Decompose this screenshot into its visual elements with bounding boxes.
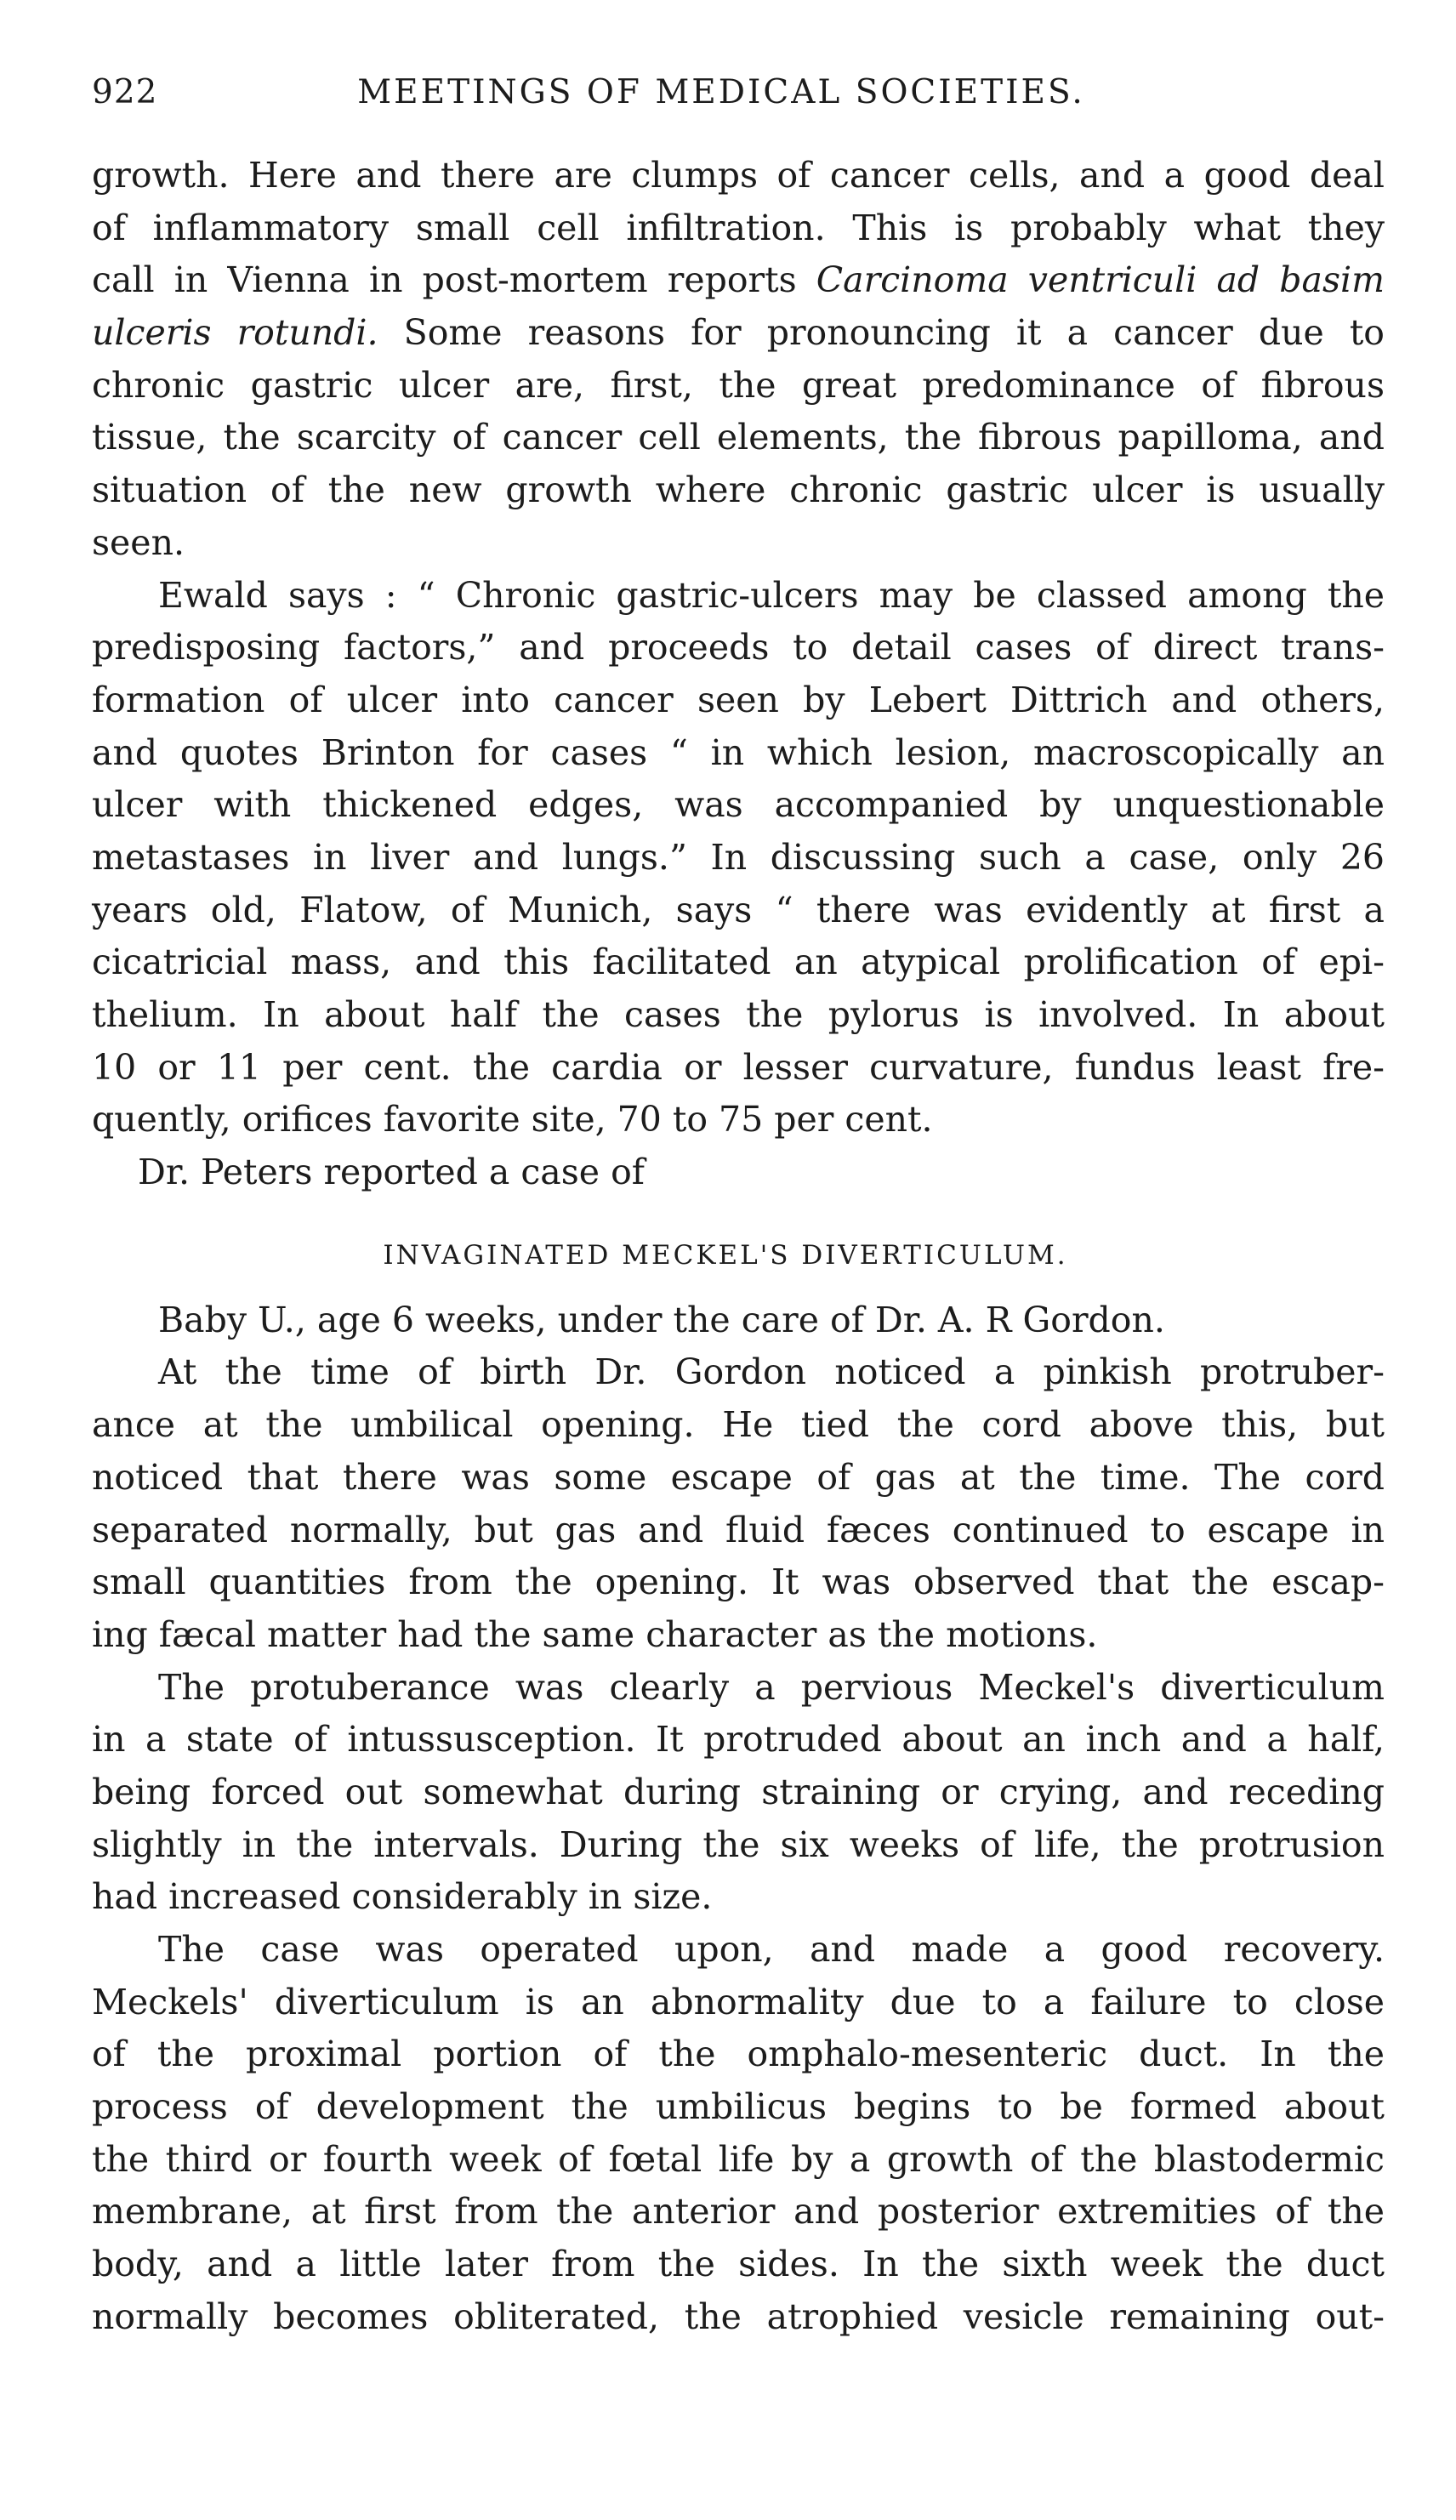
text-line: predisposing factors,” and proceeds to detail cases of direct trans-	[92, 627, 1385, 668]
text-line: the third or fourth week of fœtal life by a growth of the blastodermic	[92, 2138, 1385, 2180]
text-line: metastases in liver and lungs.” In discussing such a case, only 26	[92, 836, 1385, 878]
text-line: and quotes Brinton for cases “ in which lesion, macroscopically an	[92, 731, 1385, 773]
text-line: Dr. Peters reported a case of	[138, 1152, 645, 1193]
running-title: MEETINGS OF MEDICAL SOCIETIES.	[357, 73, 1085, 111]
text-line: ing fæcal matter had the same character as the motions.	[92, 1613, 1098, 1655]
text-line: had increased considerably in size.	[92, 1876, 713, 1918]
text-line: normally becomes obliterated, the atrophied vesicle remaining out-	[92, 2295, 1385, 2337]
running-head	[92, 73, 1385, 133]
text-line: membrane, at first from the anterior and posterior extremities of the	[92, 2191, 1385, 2233]
text-line: growth. Here and there are clumps of cancer cells, and a good deal	[92, 155, 1385, 196]
text-line: process of development the umbilicus begins to be formed about	[92, 2086, 1385, 2128]
text-line: body, and a little later from the sides. In the sixth week the duct	[92, 2244, 1385, 2285]
text-line: of the proximal portion of the omphalo-mesenteric duct. In the	[92, 2034, 1385, 2075]
text-line: noticed that there was some escape of gas at the time. The cord	[92, 1456, 1385, 1498]
text-line: tissue, the scarcity of cancer cell elements, the fibrous papilloma, and	[92, 417, 1385, 458]
paragraph-ewald-quote	[92, 570, 1385, 1147]
section-heading: INVAGINATED MECKEL'S DIVERTICULUM.	[383, 1239, 1068, 1271]
text-line: Ewald says : “ Chronic gastric-ulcers may be classed among the	[158, 574, 1385, 616]
text-line: seen.	[92, 521, 185, 563]
text-line: ulcer with thickened edges, was accompanied by unquestionable	[92, 784, 1385, 826]
paragraph-protuberance	[92, 1662, 1385, 1924]
text-line: cicatricial mass, and this facilitated an atypical prolification of epi-	[92, 941, 1385, 983]
latin-term: Carcinoma ventriculi ad basim	[816, 259, 1385, 301]
text-line: Meckels' diverticulum is an abnormality due to a failure to close	[92, 1981, 1385, 2022]
text-line: ance at the umbilical opening. He tied the cord above this, but	[92, 1404, 1385, 1446]
text-line	[92, 307, 1385, 360]
text-fragment: Some reasons for pronouncing it a cancer due to	[403, 312, 1385, 354]
paragraph-cancer-findings	[92, 150, 1385, 570]
text-line: in a state of intussusception. It protruded about an inch and a half,	[92, 1719, 1385, 1761]
text-fragment: call in Vienna in post-mortem reports	[92, 259, 797, 301]
paragraph-patient	[92, 1294, 1385, 1347]
paragraph-operation	[92, 1924, 1385, 2344]
text-line: slightly in the intervals. During the six weeks of life, the protrusion	[92, 1823, 1385, 1865]
document-page	[92, 73, 1385, 2344]
text-line: years old, Flatow, of Munich, says “ there was evidently at first a	[92, 889, 1385, 930]
text-line: thelium. In about half the cases the pylorus is involved. In about	[92, 994, 1385, 1035]
text-line: Baby U., age 6 weeks, under the care of Dr. A. R Gordon.	[158, 1299, 1165, 1340]
text-line: separated normally, but gas and fluid fæces continued to escape in	[92, 1509, 1385, 1550]
text-line: formation of ulcer into cancer seen by Lebert Dittrich and others,	[92, 679, 1385, 720]
latin-term: ulceris rotundi.	[92, 312, 378, 354]
paragraph-peters-case	[92, 1146, 1385, 1199]
text-line: chronic gastric ulcer are, first, the great predominance of fibrous	[92, 364, 1385, 406]
text-line: small quantities from the opening. It was observed that the escap-	[92, 1561, 1385, 1603]
text-line: The protuberance was clearly a pervious Meckel's diverticulum	[158, 1666, 1385, 1708]
text-line: 10 or 11 per cent. the cardia or lesser curvature, fundus least fre-	[92, 1046, 1385, 1088]
text-line: The case was operated upon, and made a good recovery.	[158, 1929, 1385, 1970]
text-line: At the time of birth Dr. Gordon noticed a pinkish protruber-	[158, 1351, 1385, 1393]
text-line: being forced out somewhat during straining or crying, and receding	[92, 1771, 1385, 1812]
text-line: of inflammatory small cell infiltration. This is probably what they	[92, 207, 1385, 248]
text-line	[92, 254, 1385, 307]
text-line: situation of the new growth where chronic gastric ulcer is usually	[92, 469, 1385, 511]
page-number: 922	[92, 73, 158, 111]
body-text	[92, 150, 1385, 2344]
paragraph-birth-observation	[92, 1346, 1385, 1661]
text-line: quently, orifices favorite site, 70 to 75 per cent.	[92, 1099, 933, 1141]
